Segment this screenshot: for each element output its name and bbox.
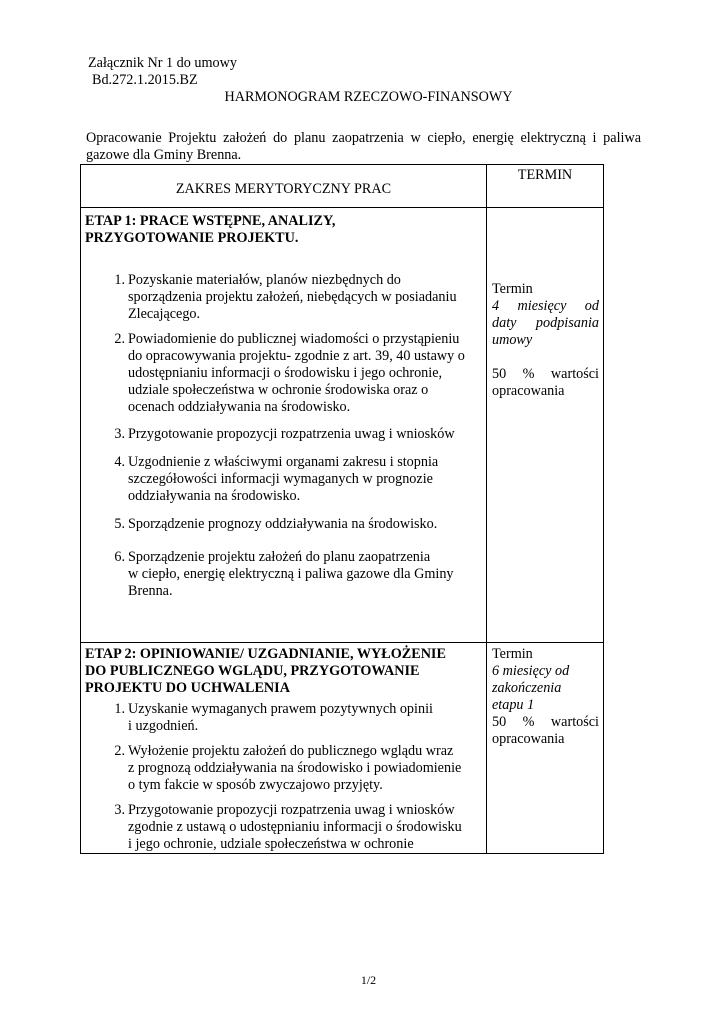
term-deadline: 4 miesięcy od [492,298,599,314]
etap1-title-line: ETAP 1: PRACE WSTĘPNE, ANALIZY, [85,213,336,229]
list-text: Przygotowanie propozycji rozpatrzenia uwag i wniosków zgodnie z ustawą o udostępnianiu informacji o środowisku i jego ochronie, udziale społeczeństwa w ochronie [128,802,462,852]
list-item [81,743,486,794]
payment-share: opracowania [492,383,565,399]
etap1-scope-cell [81,208,487,643]
scope-header: ZAKRES MERYTORYCZNY PRAC [175,181,392,197]
term-deadline: umowy [492,332,533,348]
term-deadline: 6 miesięcy od [492,663,570,679]
term-label: Termin [492,646,533,662]
list-item [81,516,486,533]
attachment-number: Załącznik Nr 1 do umowy [88,55,237,71]
etap2-title-line: PROJEKTU DO UCHWALENIA [85,680,290,696]
list-text: Pozyskanie materiałów, planów niezbędnych do sporządzenia projektu założeń, niebędących w posiadaniu Zlecającego. [128,272,457,322]
etap2-title-line: DO PUBLICZNEGO WGLĄDU, PRZYGOTOWANIE [85,663,420,679]
payment-share: 50 % wartości [492,366,599,382]
etap2-term [487,643,603,748]
list-item [81,272,486,323]
page-number: 1/2 [360,973,377,987]
list-item [81,701,486,735]
list-item [81,549,486,600]
list-number: 3. [114,802,125,818]
list-number: 1. [114,701,125,717]
intro-line-2: gazowe dla Gminy Brenna. [86,147,242,163]
term-deadline: zakończenia [492,680,562,696]
list-number: 5. [114,516,125,532]
etap2-term-cell [487,643,604,854]
list-text: Uzgodnienie z właściwymi organami zakresu i stopnia szczegółowości informacji wymaganych w prognozie oddziaływania na środowisko. [128,454,439,504]
document-title: HARMONOGRAM RZECZOWO-FINANSOWY [224,89,513,105]
list-item [81,426,486,443]
payment-share: opracowania [492,731,565,747]
list-number: 2. [114,743,125,759]
list-number: 1. [114,272,125,288]
contract-reference: Bd.272.1.2015.BZ [92,72,198,88]
list-text: Sporządzenie prognozy oddziaływania na środowisko. [128,516,438,532]
etap2-scope-cell [81,643,487,854]
list-text: Sporządzenie projektu założeń do planu zaopatrzenia w ciepło, energię elektryczną i paliwa gazowe dla Gminy Brenna. [128,549,454,599]
etap1-list [81,272,486,600]
etap1-term-cell [487,208,604,643]
etap1-title-line: PRZYGOTOWANIE PROJEKTU. [85,230,299,246]
list-number: 2. [114,331,125,347]
term-header: TERMIN [517,167,573,183]
list-number: 6. [114,549,125,565]
scope-header-cell [81,165,487,208]
payment-share: 50 % wartości [492,714,599,730]
etap1-title [81,208,486,247]
list-item [81,802,486,853]
term-header-cell [487,165,604,208]
list-item [81,454,486,505]
etap2-list [81,701,486,853]
list-item [81,331,486,416]
etap2-title-line: ETAP 2: OPINIOWANIE/ UZGADNIANIE, WYŁOŻENIE [85,646,446,662]
list-text: Powiadomienie do publicznej wiadomości o przystąpieniu do opracowywania projektu- zgodnie z art. 39, 40 ustawy o udostępnianiu informacji o środowisku i jego ochronie, udziale społeczeństwa w ochronie środowiska oraz o ocenach oddziaływania na środowisko. [128,331,465,415]
schedule-table [80,164,604,854]
list-text: Uzyskanie wymaganych prawem pozytywnych opinii i uzgodnień. [128,701,433,734]
etap1-term [487,208,603,400]
list-number: 3. [114,426,125,442]
etap2-title [81,643,486,697]
intro-line-1: Opracowanie Projektu założeń do planu zaopatrzenia w ciepło, energię elektryczną i paliwa [86,130,641,146]
list-text: Wyłożenie projektu założeń do publicznego wglądu wraz z prognozą oddziaływania na środowisko i powiadomienie o tym fakcie w sposób zwyczajowo przyjęty. [128,743,462,793]
list-number: 4. [114,454,125,470]
term-deadline: daty podpisania [492,315,599,331]
term-deadline: etapu 1 [492,697,535,713]
intro-paragraph [86,130,641,164]
list-text: Przygotowanie propozycji rozpatrzenia uwag i wniosków [128,426,455,442]
term-label: Termin [492,281,533,297]
